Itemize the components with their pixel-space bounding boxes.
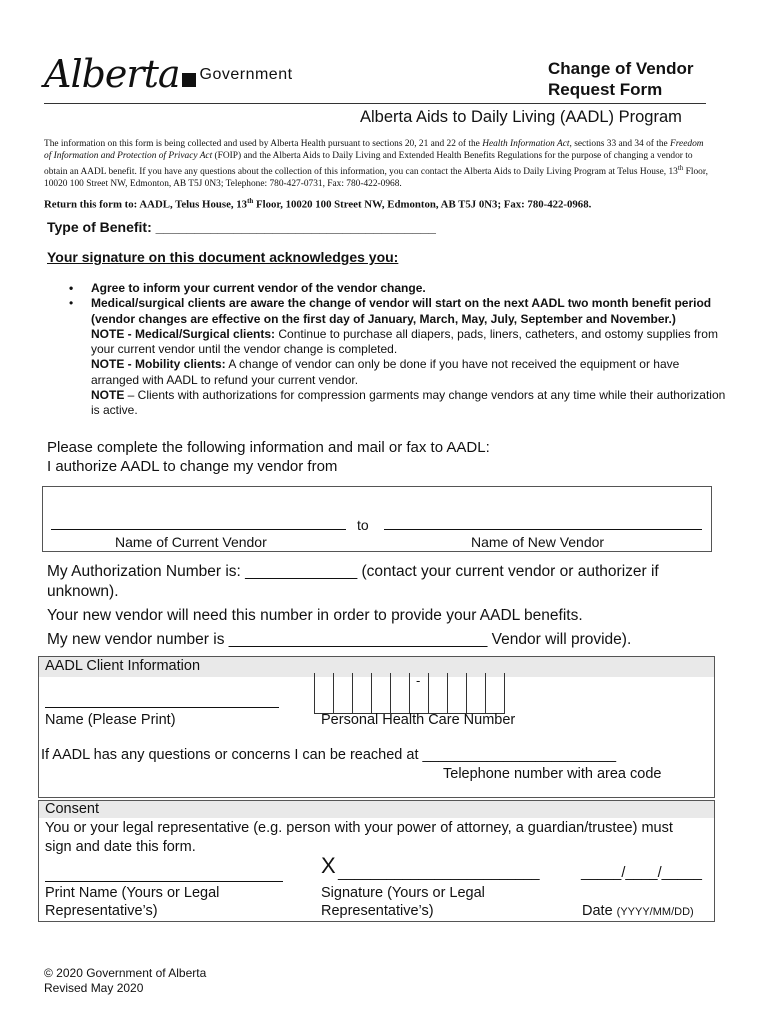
new-vendor-field[interactable] (384, 529, 702, 530)
phone-field[interactable]: If AADL has any questions or concerns I can be reached at ________________________ (41, 747, 617, 763)
footer (44, 966, 206, 996)
client-name-label: Name (Please Print) (45, 712, 176, 728)
instructions: Please complete the following information and mail or fax to AADL: I authorize AADL to change my vendor from (47, 439, 490, 475)
consent-header (39, 801, 714, 818)
list-item: • Medical/surgical clients are aware the change of vendor will start on the next AADL two month benefit period (vendor changes are effective on the first day of January, March, May, July, September and November.) NOTE - Medical/Surgical clients: Continue to purchase all diapers, pads, liners, catheters, and ostomy supplies from your current vendor until the vendor change is completed. NOTE - Mobility clients: A change of vendor can only be done if you have not received the equipment or have arranged with AADL to refund your current vendor. NOTE – Clients with authorizations for compression garments may change vendors at any time while their authorization is active. (69, 296, 726, 418)
date-label: Date (YYYY/MM/DD) (582, 903, 694, 919)
current-vendor-field[interactable] (51, 529, 346, 530)
health-number-cells[interactable] (314, 673, 505, 714)
signature-label: Signature (Yours or Legal Representative’s) (321, 885, 485, 919)
foip-act: Freedom of Information and Protection of Privacy Act (44, 139, 704, 161)
current-vendor-label: Name of Current Vendor (115, 534, 267, 550)
consent-box (38, 800, 715, 922)
health-number-label: Personal Health Care Number (321, 712, 516, 728)
copyright: © 2020 Government of Alberta (44, 966, 207, 980)
signature-x-mark: X (321, 853, 336, 878)
form-title-line2: Request Form (548, 80, 663, 99)
return-address: Return this form to: AADL, Telus House, 13th Floor, 10020 100 Street NW, Edmonton, AB T5J 0N3; Fax: 780-422-0968. (44, 197, 592, 211)
client-name-field[interactable] (45, 707, 279, 708)
acknowledge-list (47, 281, 727, 419)
consent-heading: Consent (45, 801, 100, 817)
type-of-benefit-field[interactable]: Type of Benefit: ____________________________________ (47, 219, 436, 235)
authorization-number-field[interactable]: My Authorization Number is: _____________ (contact your current vendor or authorizer if (47, 563, 659, 580)
date-field[interactable]: _____/____/_____ (581, 865, 702, 881)
hcn-dash: - (416, 673, 421, 688)
signature-field[interactable]: _________________________ (338, 865, 540, 881)
client-info-heading: AADL Client Information (45, 658, 201, 674)
form-title (548, 58, 693, 100)
acknowledge-heading: Your signature on this document acknowledges you: (47, 249, 399, 265)
print-name-field[interactable] (45, 881, 283, 882)
new-vendor-number-field[interactable]: My new vendor number is ______________________________ Vendor will provide). (47, 631, 632, 648)
intro-paragraph: The information on this form is being collected and used by Alberta Health pursuant to sections 20, 21 and 22 of the Health Information Act, sections 33 and 34 of the Freedom of Information and Protection of Privacy Act (FOIP) and the Alberta Aids to Daily Living and Extended Health Benefits Regulations for the purpose of changing a vendor to obtain an AADL benefit. If you have any questions about the collection of this information, you can contact the Alberta Aids to Daily Living Program at Telus House, 13th Floor, 10020 100 Street NW, Edmonton, AB T5J 0N3; Telephone: 780-427-0731, Fax: 780-422-0968. (44, 139, 708, 190)
logo-wordmark: Alberta (44, 52, 180, 96)
phone-label: Telephone number with area code (443, 766, 662, 782)
alberta-logo (44, 52, 293, 96)
header-rule (44, 103, 706, 104)
health-information-act: Health Information Act (482, 139, 570, 149)
revised-date: Revised May 2020 (44, 981, 144, 995)
list-item: • Agree to inform your current vendor of the vendor change. (69, 281, 426, 295)
new-vendor-label: Name of New Vendor (471, 534, 605, 550)
vendor-box (42, 486, 712, 552)
client-info-box (38, 656, 715, 798)
logo-flag-icon (182, 73, 196, 87)
to-label: to (357, 517, 369, 533)
consent-text: You or your legal representative (e.g. person with your power of attorney, a guardian/trustee) must sign and date this form. (45, 820, 673, 855)
program-name: Alberta Aids to Daily Living (AADL) Program (360, 108, 682, 126)
authorization-section: My Authorization Number is: _____________ (contact your current vendor or authorizer if unknown). Your new vendor will need this number in order to provide your AADL benefits. My new vendor number is ______________________________ Vendor will provide). (47, 563, 659, 648)
print-name-label: Print Name (Yours or Legal Representative’s) (45, 885, 220, 919)
form-title-line1: Change of Vendor (548, 59, 694, 78)
logo-government: Government (199, 66, 293, 83)
